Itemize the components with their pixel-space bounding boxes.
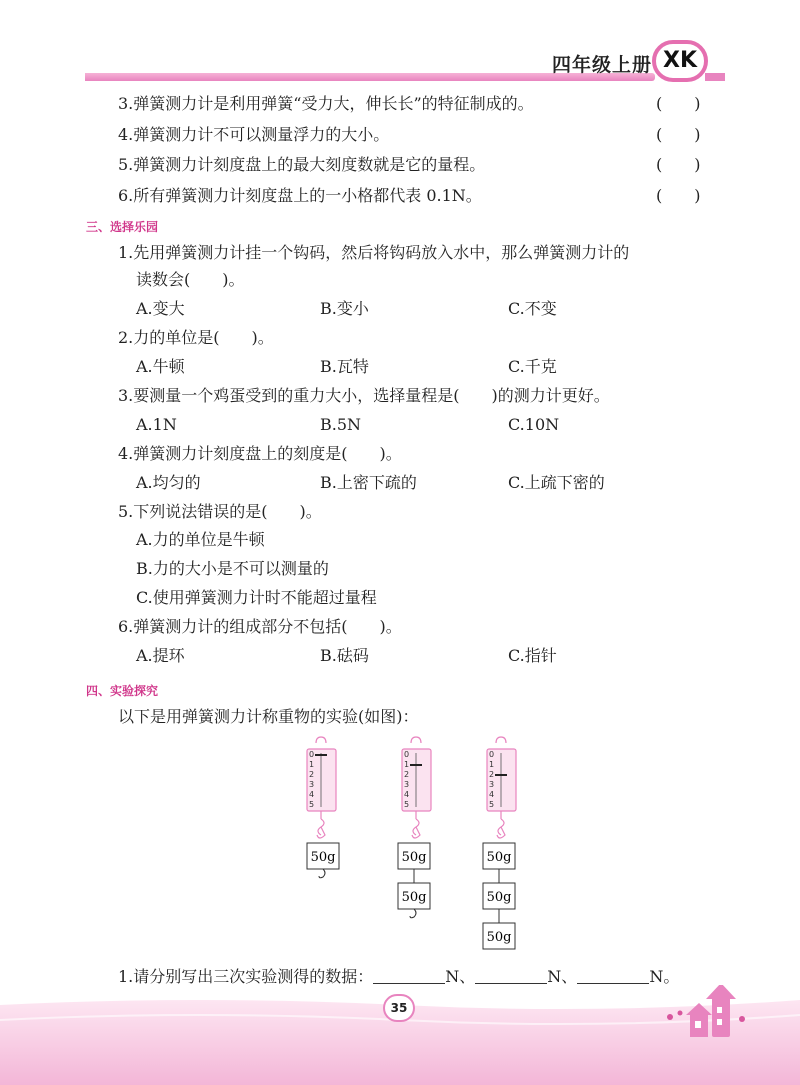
choice-q3: 3.要测量一个鸡蛋受到的重力大小，选择量程是( )的测力计更好。 [118, 386, 610, 405]
separator: 、 [561, 967, 578, 986]
option-a[interactable]: A.均匀的 [136, 473, 201, 492]
judgment-3: 3.弹簧测力计是利用弹簧“受力大，伸长长”的特征制成的。 [118, 94, 534, 113]
choice-q2: 2.力的单位是( )。 [118, 328, 274, 347]
choice-q4: 4.弹簧测力计刻度盘上的刻度是( )。 [118, 444, 402, 463]
page-header [0, 0, 800, 90]
judgment-6: 6.所有弹簧测力计刻度盘上的一小格都代表 0.1N。 [118, 186, 482, 205]
answer-blank[interactable] [373, 967, 445, 984]
tick-label: 3 [489, 780, 495, 789]
tick-label: 2 [404, 770, 410, 779]
period: 。 [663, 967, 680, 986]
tick-label: 5 [489, 800, 495, 809]
tick-label: 0 [404, 750, 410, 759]
weight-label: 50g [486, 890, 512, 905]
tick-label: 2 [489, 770, 495, 779]
option-a[interactable]: A.变大 [136, 299, 185, 318]
option-c[interactable]: C.10N [508, 415, 560, 434]
tick-label: 0 [489, 750, 495, 759]
answer-paren[interactable]: ( ) [656, 125, 701, 144]
tick-label: 2 [309, 770, 315, 779]
judgment-4: 4.弹簧测力计不可以测量浮力的大小。 [118, 125, 390, 144]
header-bar-end [705, 73, 725, 81]
tick-label: 5 [309, 800, 315, 809]
option-b[interactable]: B.变小 [320, 299, 369, 318]
answer-blank[interactable] [577, 967, 649, 984]
unit: N [445, 967, 460, 986]
weight-label: 50g [401, 890, 427, 905]
weight-label: 50g [486, 930, 512, 945]
tick-label: 3 [404, 780, 410, 789]
option-a[interactable]: A.牛顿 [136, 357, 185, 376]
option-a[interactable]: A.提环 [136, 646, 185, 665]
option-a[interactable]: A.1N [136, 415, 177, 434]
tick-label: 0 [309, 750, 315, 759]
section-title-experiment: 四、实验探究 [86, 684, 159, 698]
grade-label: 四年级上册 [552, 54, 653, 76]
answer-paren[interactable]: ( ) [656, 155, 701, 174]
tick-label: 1 [404, 760, 410, 769]
choice-q5: 5.下列说法错误的是( )。 [118, 502, 322, 521]
option-a[interactable]: A.力的单位是牛顿 [136, 530, 265, 549]
answer-paren[interactable]: ( ) [656, 94, 701, 113]
experiment-q1-prefix: 1.请分别写出三次实验测得的数据： [118, 967, 374, 986]
tick-label: 4 [489, 790, 495, 799]
tick-label: 3 [309, 780, 315, 789]
unit: N [649, 967, 664, 986]
tick-label: 5 [404, 800, 410, 809]
spring-scale-diagram [290, 735, 550, 955]
option-c[interactable]: C.千克 [508, 357, 557, 376]
choice-q1-line1: 1.先用弹簧测力计挂一个钩码，然后将钩码放入水中，那么弹簧测力计的 [118, 243, 630, 262]
option-b[interactable]: B.上密下疏的 [320, 473, 417, 492]
judgment-5: 5.弹簧测力计刻度盘上的最大刻度数就是它的量程。 [118, 155, 486, 174]
tick-label: 1 [309, 760, 315, 769]
tick-label: 4 [404, 790, 410, 799]
experiment-q1 [118, 967, 679, 987]
option-c[interactable]: C.使用弹簧测力计时不能超过量程 [136, 588, 377, 607]
option-c[interactable]: C.上疏下密的 [508, 473, 605, 492]
tick-label: 4 [309, 790, 315, 799]
answer-blank[interactable] [475, 967, 547, 984]
experiment-intro: 以下是用弹簧测力计称重物的实验(如图)： [118, 707, 419, 726]
unit: N [547, 967, 562, 986]
separator: 、 [459, 967, 476, 986]
page-number: 35 [383, 994, 415, 1022]
option-b[interactable]: B.力的大小是不可以测量的 [136, 559, 329, 578]
choice-q6: 6.弹簧测力计的组成部分不包括( )。 [118, 617, 402, 636]
weight-label: 50g [310, 850, 336, 865]
choice-q1-line2: 读数会( )。 [136, 270, 245, 289]
option-c[interactable]: C.指针 [508, 646, 557, 665]
answer-paren[interactable]: ( ) [656, 186, 701, 205]
weight-label: 50g [401, 850, 427, 865]
option-b[interactable]: B.5N [320, 415, 362, 434]
section-title-choice: 三、选择乐园 [86, 220, 159, 234]
weight-label: 50g [486, 850, 512, 865]
option-b[interactable]: B.瓦特 [320, 357, 369, 376]
option-c[interactable]: C.不变 [508, 299, 557, 318]
subject-badge: XK [652, 40, 708, 82]
tick-label: 1 [489, 760, 495, 769]
option-b[interactable]: B.砝码 [320, 646, 369, 665]
